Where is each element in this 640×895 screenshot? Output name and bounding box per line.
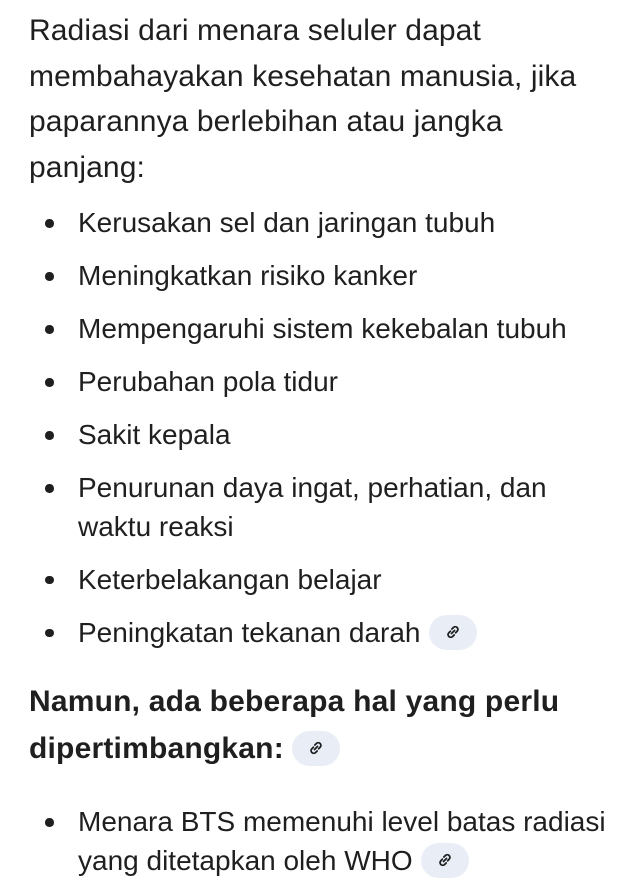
list-item bbox=[29, 416, 619, 455]
considerations-list bbox=[29, 803, 619, 880]
list-item-text: Keterbelakangan belajar bbox=[78, 563, 382, 595]
section-heading-text: Namun, ada beberapa hal yang perlu dipertimbangkan: bbox=[29, 685, 560, 765]
source-link-chip[interactable] bbox=[292, 731, 340, 766]
list-item bbox=[29, 363, 619, 402]
source-link-chip[interactable] bbox=[421, 843, 469, 878]
list-item-text: Perubahan pola tidur bbox=[78, 366, 338, 397]
list-item-text: Sakit kepala bbox=[78, 419, 231, 450]
section-heading bbox=[29, 678, 619, 772]
list-item-text: Meningkatkan risiko kanker bbox=[78, 260, 418, 291]
link-icon bbox=[436, 851, 454, 869]
response-content bbox=[29, 8, 619, 895]
list-item bbox=[29, 803, 619, 880]
list-item-text: Kerusakan sel dan jaringan tubuh bbox=[78, 207, 496, 238]
list-item bbox=[29, 469, 619, 546]
list-item bbox=[29, 310, 619, 349]
effects-list bbox=[29, 204, 619, 652]
source-link-chip[interactable] bbox=[429, 615, 477, 650]
list-item-text: Menara BTS memenuhi level batas radiasi yang ditetapkan oleh WHO bbox=[78, 806, 606, 876]
list-item bbox=[29, 561, 619, 600]
list-item-text: Mempengaruhi sistem kekebalan tubuh bbox=[78, 313, 567, 344]
intro-paragraph: Radiasi dari menara seluler dapat membahayakan kesehatan manusia, jika paparannya berlebihan atau jangka panjang: bbox=[29, 14, 577, 184]
list-item bbox=[29, 204, 619, 243]
link-icon bbox=[444, 623, 462, 641]
list-item-text: Penurunan daya ingat, perhatian, dan waktu reaksi bbox=[78, 472, 547, 542]
list-item bbox=[29, 257, 619, 296]
list-item-text: Peningkatan tekanan darah bbox=[78, 616, 421, 648]
list-item bbox=[29, 614, 619, 653]
link-icon bbox=[307, 739, 325, 757]
